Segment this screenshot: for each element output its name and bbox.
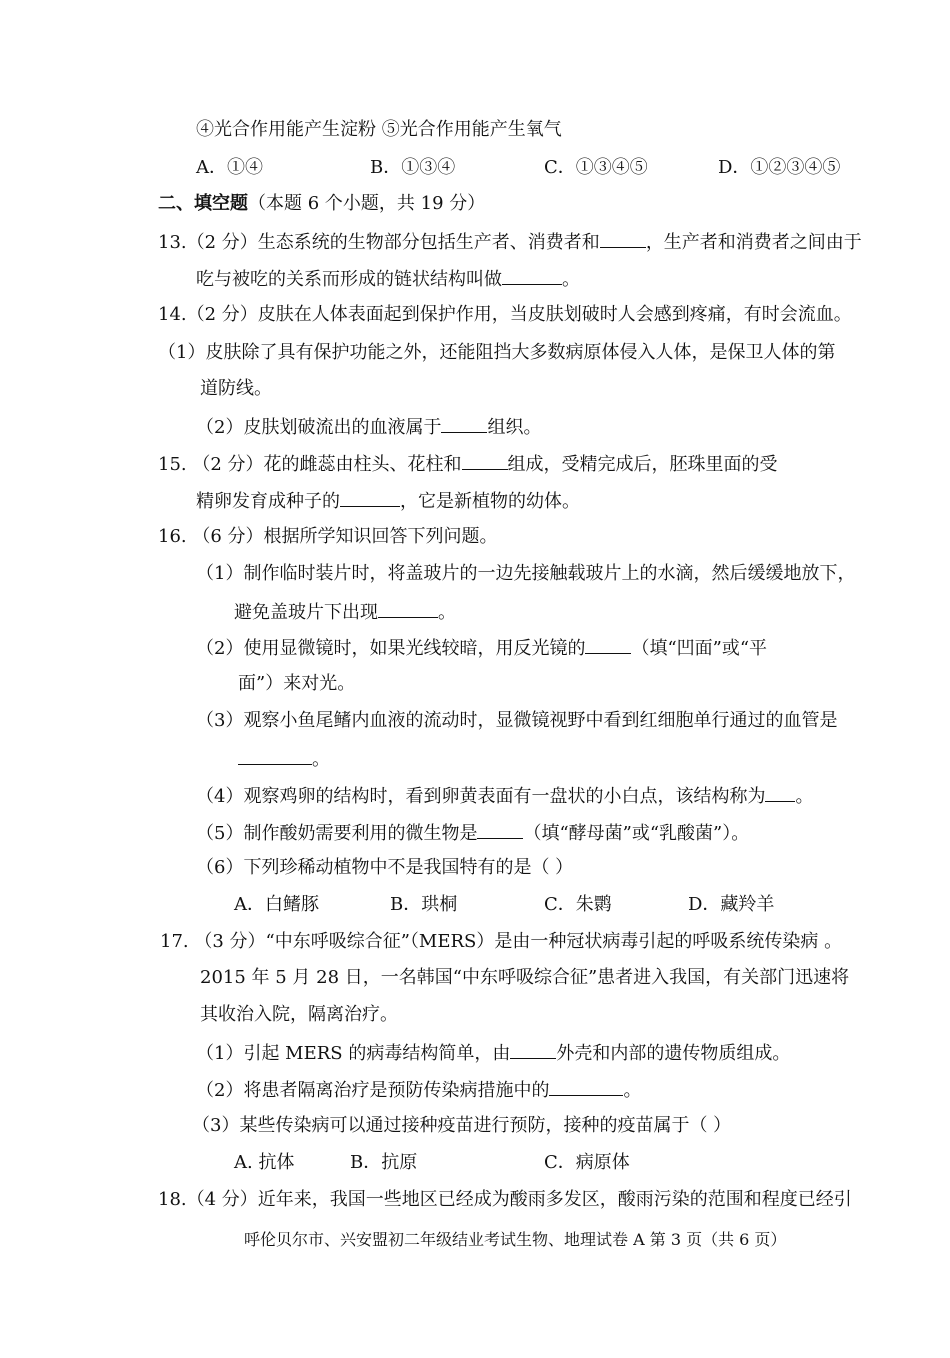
q12-option-a: A．①④ [196,157,263,178]
q12-option-b: B．①③④ [370,157,456,178]
q17-option-c: C．病原体 [544,1152,630,1173]
q13-text-c: 吃与被吃的关系而形成的链状结构叫做 [196,269,502,290]
page-footer: 呼伦贝尔市、兴安盟初二年级结业考试生物、地理试卷 A 第 3 页（共 6 页） [244,1230,787,1249]
q13-text-b: ，生产者和消费者之间由于 [645,232,862,253]
q16-stem: 16. （6 分）根据所学知识回答下列问题。 [158,526,498,547]
q13-text-a: 13.（2 分）生态系统的生物部分包括生产者、消费者和 [158,232,600,253]
q17-option-b: B．抗原 [350,1152,418,1173]
q15-blank-1[interactable] [462,451,508,470]
q12-choice-line: ④光合作用能产生淀粉 ⑤光合作用能产生氧气 [196,119,562,140]
q16-blank-2[interactable] [585,635,631,654]
q15-text-c: 精卵发育成种子的 [196,491,340,512]
q14-stem: 14.（2 分）皮肤在人体表面起到保护作用，当皮肤划破时人会感到疼痛，有时会流血。 [158,304,852,325]
q16-part6: （6）下列珍稀动植物中不是我国特有的是（ ） [196,857,574,878]
q16-part3-text-b: 。 [312,749,330,770]
q17-part1 [196,1040,790,1066]
q17-part3: （3）某些传染病可以通过接种疫苗进行预防，接种的疫苗属于（ ） [192,1115,732,1136]
q13-text-d: 。 [562,269,580,290]
q16-part1-text-c: 。 [438,602,456,623]
section-title: 二、填空题 [158,193,248,214]
section-heading [158,192,485,216]
q13-blank-2[interactable] [502,266,562,285]
q17-part2-text-b: 。 [623,1080,642,1101]
section-note: （本题 6 个小题，共 19 分） [248,193,486,214]
q16-part4-text-b: 。 [795,786,814,807]
q13-line-2 [196,266,580,292]
q16-option-c: C．朱鹮 [544,894,612,915]
q16-part1-line1: （1）制作临时装片时，将盖玻片的一边先接触载玻片上的水滴，然后缓缓地放下， [196,563,856,584]
q15-text-b: 组成，受精完成后，胚珠里面的受 [507,454,778,475]
q12-option-c: C．①③④⑤ [544,157,648,178]
q16-option-b: B．珙桐 [390,894,458,915]
q16-part2-line2: 面”）来对光。 [238,673,356,694]
q16-part1-text-b: 避免盖玻片下出现 [234,602,378,623]
q16-part5 [196,820,749,846]
q16-part2-text-b: （填“凹面”或“平 [631,638,768,659]
q13-line-1 [158,229,862,255]
q14-part2 [196,414,541,440]
q16-part4-text-a: （4）观察鸡卵的结构时，看到卵黄表面有一盘状的小白点，该结构称为 [196,786,766,807]
q16-part4 [196,783,813,809]
q17-part1-text-a: （1）引起 MERS 的病毒结构简单，由 [196,1043,511,1064]
q16-part1-line2 [234,599,456,625]
q14-blank[interactable] [441,414,487,433]
q17-stem-line1: 17. （3 分）“中东呼吸综合征”（MERS）是由一种冠状病毒引起的呼吸系统传染病 。 [160,931,843,952]
q16-blank-5[interactable] [477,820,523,839]
q16-part3-line2 [238,746,330,772]
q16-blank-3[interactable] [238,746,312,765]
q16-blank-4[interactable] [765,783,795,802]
q15-line-2 [196,488,580,514]
q16-part5-text-a: （5）制作酸奶需要利用的微生物是 [196,823,478,844]
q12-option-d: D．①②③④⑤ [718,157,841,178]
q16-part5-text-b: （填“酵母菌”或“乳酸菌”）。 [523,823,750,844]
q13-blank-1[interactable] [600,229,646,248]
q17-stem-line2: 2015 年 5 月 28 日，一名韩国“中东呼吸综合征”患者进入我国，有关部门迅速将 [200,967,850,988]
q18-stem: 18.（4 分）近年来，我国一些地区已经成为酸雨多发区，酸雨污染的范围和程度已经引 [158,1189,852,1210]
q16-part2-line1 [196,635,767,661]
q16-option-a: A．白鳍豚 [234,894,319,915]
q15-text-d: ，它是新植物的幼体。 [400,491,580,512]
q17-blank-1[interactable] [510,1040,556,1059]
q14-part1-line1: （1）皮肤除了具有保护功能之外，还能阻挡大多数病原体侵入人体，是保卫人体的第 [158,342,836,363]
q17-stem-line3: 其收治入院，隔离治疗。 [200,1004,398,1025]
q17-part1-text-b: 外壳和内部的遗传物质组成。 [556,1043,791,1064]
q16-option-d: D．藏羚羊 [688,894,775,915]
q16-part3-line1: （3）观察小鱼尾鳍内血液的流动时，显微镜视野中看到红细胞单行通过的血管是 [196,710,838,731]
q17-option-a: A. 抗体 [234,1152,295,1173]
q16-blank-1[interactable] [378,599,438,618]
q15-line-1 [158,451,778,477]
q16-part2-text-a: （2）使用显微镜时，如果光线较暗，用反光镜的 [196,638,586,659]
q17-part2 [196,1077,641,1103]
q17-blank-2[interactable] [549,1077,623,1096]
q15-text-a: 15. （2 分）花的雌蕊由柱头、花柱和 [158,454,462,475]
q14-part1-line2: 道防线。 [200,378,272,399]
q14-part2-text-b: 组织。 [487,417,542,438]
q14-part2-text-a: （2）皮肤划破流出的血液属于 [196,417,442,438]
q17-part2-text-a: （2）将患者隔离治疗是预防传染病措施中的 [196,1080,550,1101]
q15-blank-2[interactable] [340,488,400,507]
